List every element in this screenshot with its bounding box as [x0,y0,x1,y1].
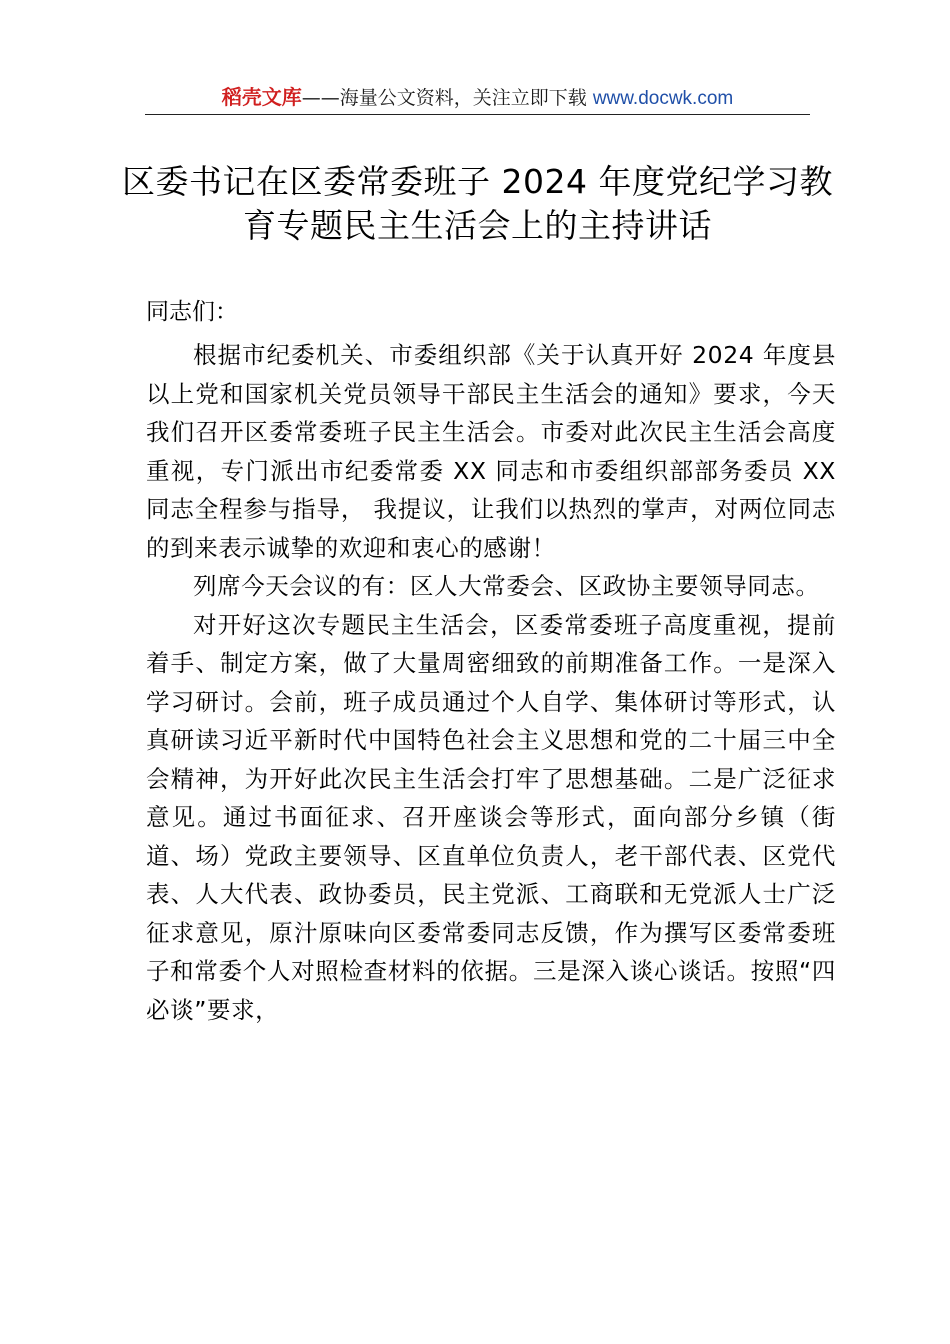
document-body [146,290,836,1029]
greeting: 同志们： [146,299,238,325]
brand-name: 稻壳文库 [221,85,302,109]
header-url-link[interactable]: www.docwk.com [592,88,734,109]
paragraph-2: 列席今天会议的有：区人大常委会、区政协主要领导同志。 [193,572,820,600]
header-divider [145,114,810,115]
document-title: 区委书记在区委常委班子 2024 年度党纪学习教育专题民主生活会上的主持讲话 [122,162,833,245]
paragraph-1: 根据市纪委机关、市委组织部《关于认真开好 2024 年度县以上党和国家机关党员领导干部民主生活会的通知》要求，今天我们召开区委常委班子民主生活会。市委对此次民主生活会高度重视，专门派出市纪委常委 XX 同志和市委组织部部务委员 XX 同志全程参与指导， 我提议，让我们以热烈的掌声，对两位同志的到来表示诚挚的欢迎和衷心的感谢！ [146,341,836,562]
paragraph-3: 对开好这次专题民主生活会，区委常委班子高度重视，提前着手、制定方案，做了大量周密细致的前期准备工作。一是深入学习研讨。会前，班子成员通过个人自学、集体研讨等形式，认真研读习近平新时代中国特色社会主义思想和党的二十届三中全会精神，为开好此次民主生活会打牢了思想基础。二是广泛征求意见。通过书面征求、召开座谈会等形式，面向部分乡镇（街道、场）党政主要领导、区直单位负责人，老干部代表、区党代表、人大代表、政协委员，民主党派、工商联和无党派人士广泛征求意见，原汁原味向区委常委同志反馈，作为撰写区委常委班子和常委个人对照检查材料的依据。三是深入谈心谈话。按照“四必谈”要求， [146,610,836,1024]
page-header [145,82,810,114]
header-tagline: ——海量公文资料，关注立即下载 [301,87,587,109]
